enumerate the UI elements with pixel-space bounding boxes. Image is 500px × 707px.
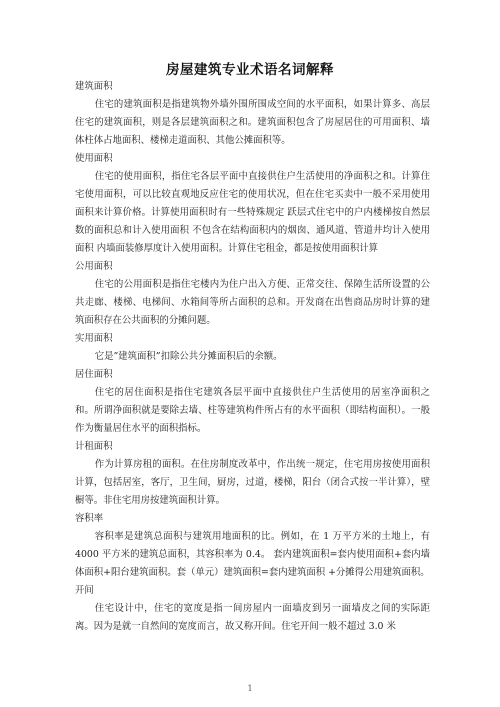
section-paragraph: 住宅的居住面积是指住宅建筑各层平面中直接供住户生活使用的居室净面积之和。所谓净面积就是要除去墙、柱等建筑构件所占有的水平面积（即结构面积）。一般作为衡量居住水平的面积指标。	[75, 387, 430, 434]
section-practical-area	[75, 330, 430, 366]
section-bay-width	[75, 582, 430, 636]
section-paragraph: 住宅的建筑面积是指建筑物外墙外围所围成空间的水平面积，如果计算多、高层住宅的建筑面积，则是各层建筑面积之和。建筑面积包含了房屋居住的可用面积、墙体柱体占地面积、楼梯走道面积、其他公摊面积等。	[75, 99, 430, 146]
section-heading: 建筑面积	[75, 81, 113, 92]
section-usable-area	[75, 150, 430, 258]
section-public-area	[75, 258, 430, 330]
section-heading: 使用面积	[75, 153, 113, 164]
section-heading: 容积率	[75, 513, 104, 524]
page-title: 房屋建筑专业术语名词解释	[166, 62, 334, 78]
section-paragraph: 住宅的使用面积，指住宅各层平面中直接供住户生活使用的净面积之和。计算住宅使用面积，可以比较直观地反应住宅的使用状况，但在住宅买卖中一般不采用使用面积来计算价格。计算使用面积时有一些特殊规定 跃层式住宅中的户内楼梯按自然层数的面积总和计入使用面积 不包含在结构面积内的烟囱、通风道、管道井均计入使用面积 内墙面装修厚度计入使用面积。计算住宅租金，都是按使用面积计算	[75, 171, 430, 254]
section-heading: 公用面积	[75, 261, 113, 272]
section-living-area	[75, 366, 430, 438]
page-number: 1	[247, 684, 253, 693]
document-body	[75, 78, 430, 636]
section-paragraph: 住宅设计中，住宅的宽度是指一间房屋内一面墙皮到另一面墙皮之间的实际距离。因为是就一自然间的宽度而言，故又称开间。住宅开间一般不超过 3.0 米	[75, 603, 430, 632]
section-heading: 居住面积	[75, 369, 113, 380]
section-heading: 计租面积	[75, 441, 113, 452]
section-paragraph: 它是”建筑面积”扣除公共分摊面积后的余额。	[94, 351, 283, 362]
section-paragraph: 容积率是建筑总面积与建筑用地面积的比。例如，在 1 万平方米的土地上，有 4000 平方米的建筑总面积，其容积率为 0.4。 套内建筑面积=套内使用面积+套内墙体面积+阳台建筑面积。套（单元）建筑面积=套内建筑面积 +分摊得公用建筑面积。	[75, 531, 430, 578]
section-heading: 实用面积	[75, 333, 113, 344]
section-plot-ratio	[75, 510, 430, 582]
section-paragraph: 住宅的公用面积是指住宅楼内为住户出入方便、正常交往、保障生活所设置的公共走廊、楼梯、电梯间、水箱间等所占面积的总和。开发商在出售商品房时计算的建筑面积存在公共面积的分摊问题。	[75, 279, 430, 326]
section-rent-area	[75, 438, 430, 510]
section-building-area	[75, 78, 430, 150]
section-paragraph: 作为计算房租的面积。在住房制度改革中，作出统一规定，住宅用房按使用面积计算，包括居室，客厅，卫生间，厨房，过道，楼梯，阳台（闭合式按一半计算），壁橱等。非住宅用房按建筑面积计算。	[75, 459, 430, 506]
section-heading: 开间	[75, 585, 94, 596]
